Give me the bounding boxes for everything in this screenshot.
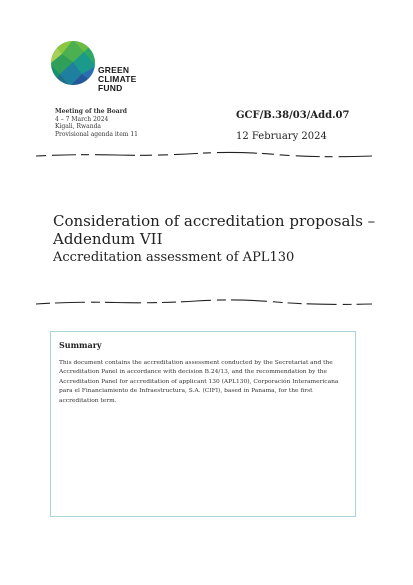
meeting-info <box>55 108 138 138</box>
gcf-logo <box>50 40 150 96</box>
document-date: 12 February 2024 <box>236 131 327 142</box>
logo-line-climate: CLIMATE <box>98 74 137 84</box>
meeting-title: Meeting of the Board <box>55 108 128 115</box>
agenda-item: Provisional agenda item 11 <box>55 130 138 138</box>
meeting-location: Kigali, Rwanda <box>55 123 101 130</box>
logo-wordmark <box>98 66 137 93</box>
summary-text: This document contains the accreditation assessment conducted by the Secretariat and the Accreditation Panel in accordance with decision B.24/13, and the recommendation by the Accreditation Panel for accreditation of applicant 130 (APL130), Corporación Interamericana para el Financiamiento de Infraestructura, S.A. (CIFI), based in Panama, for the first accreditation term. <box>59 360 339 404</box>
logo-line-fund: FUND <box>98 83 123 93</box>
summary-heading: Summary <box>59 340 102 350</box>
meeting-dates: 4 – 7 March 2024 <box>55 115 109 123</box>
summary-box <box>50 331 356 517</box>
page-subtitle: Accreditation assessment of APL130 <box>53 250 295 265</box>
top-divider <box>36 150 372 158</box>
globe-logo-icon <box>50 40 96 86</box>
bottom-divider <box>36 298 372 306</box>
page-title: Consideration of accreditation proposals – Addendum VII <box>53 212 376 248</box>
document-id: GCF/B.38/03/Add.07 <box>236 110 350 121</box>
logo-line-green: GREEN <box>98 65 130 75</box>
